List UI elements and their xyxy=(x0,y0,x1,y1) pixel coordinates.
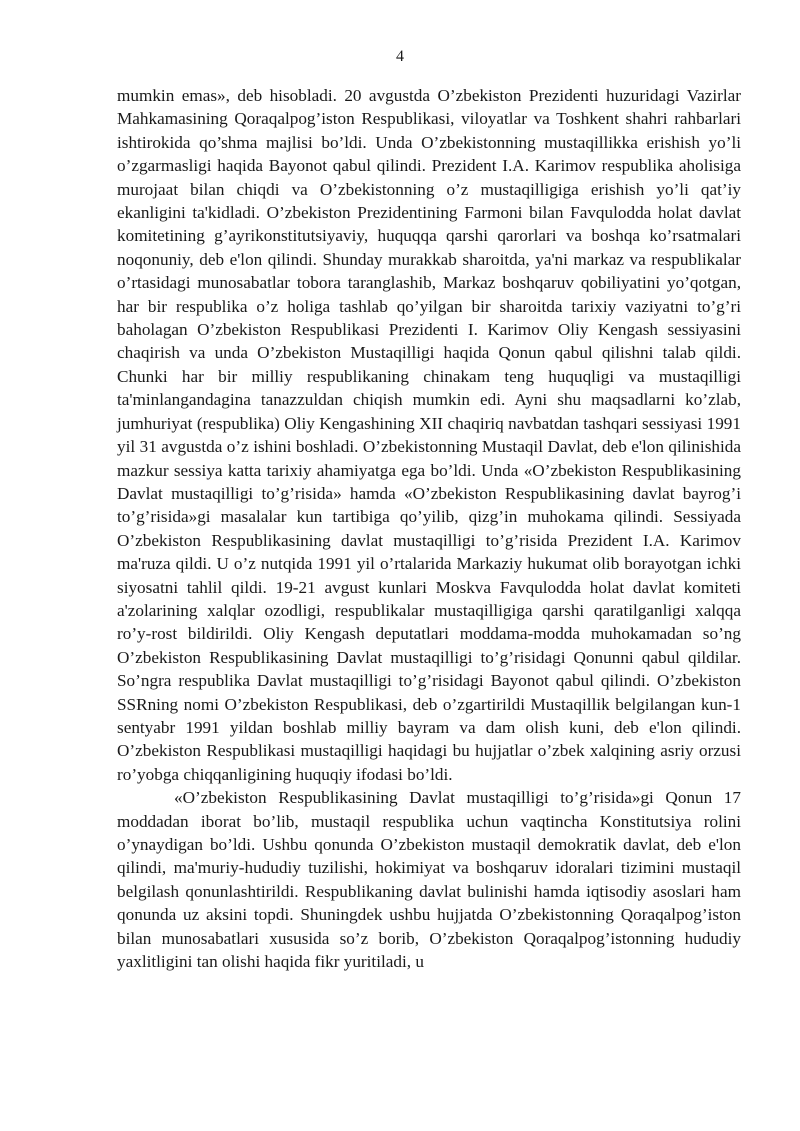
page-number: 4 xyxy=(396,48,404,65)
paragraph-2: «O’zbekiston Respublikasining Davlat mustaqilligi to’g’risida»gi Qonun 17 moddadan iborat bo’lib, mustaqil respublika uchun vaqtincha Konstitutsiya rolini o’ynaydigan bo’ldi. Ushbu qonunda O’zbekiston mustaqil demokratik davlat, deb e'lon qilindi, ma'muriy-hududiy tuzilishi, hokimiyat va boshqaruv idoralari tizimini mustaqil belgilash qonunlashtirildi. Respublikaning davlat bulinishi hamda iqtisodiy asoslari ham qonunda uz aksini topdi. Shuningdek ushbu hujjatda O’zbekistonning Qoraqalpog’iston bilan munosabatlari xususida so’z borib, O’zbekiston Qoraqalpog’istonning hududiy yaxlitligini tan olishi haqida fikr yuritiladi, u xyxy=(117,788,741,972)
document-body xyxy=(117,84,741,973)
paragraph-1: mumkin emas», deb hisobladi. 20 avgustda O’zbekiston Prezidenti huzuridagi Vazirlar Mahkamasining Qoraqalpog’iston Respublikasi, viloyatlar va Toshkent shahri rahbarlari ishtirokida qo’shma majlisi bo’ldi. Unda O’zbekistonning mustaqillikka erishish yo’li o’zgarmasligi haqida Bayonot qabul qilindi. Prezident I.A. Karimov respublika aholisiga murojaat bilan chiqdi va O’zbekistonning o’z mustaqilligiga erishish yo’li qat’iy ekanligini ta'kidladi. O’zbekiston Prezidentining Farmoni bilan Favqulodda holat davlat komitetining g’ayrikonstitutsiyaviy, huquqqa qarshi qarorlari va boshqa ko’rsatmalari noqonuniy, deb e'lon qilindi. Shunday murakkab sharoitda, ya'ni markaz va respublikalar o’rtasidagi munosabatlar tobora taranglashib, Markaz boshqaruv qobiliyatini yo’qotgan, har bir respublika o’z holiga tashlab qo’yilgan bir sharoitda tarixiy vaziyatni to’g’ri baholagan O’zbekiston Respublikasi Prezidenti I. Karimov Oliy Kengash sessiyasini chaqirish va unda O’zbekiston Mustaqilligi haqida Qonun qabul qilishni talab qildi. Chunki har bir milliy respublikaning chinakam teng huquqligi va mustaqilligi ta'minlangandagina tanazzuldan chiqish mumkin edi. Ayni shu maqsadlarni ko’zlab, jumhuriyat (respublika) Oliy Kengashining XII chaqiriq navbatdan tashqari sessiyasi 1991 yil 31 avgustda o’z ishini boshladi. O’zbekistonning Mustaqil Davlat, deb e'lon qilinishida mazkur sessiya katta tarixiy ahamiyatga ega bo’ldi. Unda «O’zbekiston Respublikasining Davlat mustaqilligi to’g’risida» hamda «O’zbekiston Respublikasining davlat bayrog’i to’g’risida»gi masalalar kun tartibiga qo’yilib, qizg’in muhokama qilindi. Sessiyada O’zbekiston Respublikasining davlat mustaqilligi to’g’risida Prezident I.A. Karimov ma'ruza qildi. U o’z nutqida 1991 yil o’rtalarida Markaziy hukumat olib borayotgan ichki siyosatni tahlil qildi. 19-21 avgust kunlari Moskva Favqulodda holat davlat komiteti a'zolarining xalqlar ozodligi, respublikalar mustaqilligiga qarshi qaratilganligi xalqqa ro’y-rost bildirildi. Oliy Kengash deputatlari moddama-modda muhokamadan so’ng O’zbekiston Respublikasining Davlat mustaqilligi to’g’risidagi Qonunni qabul qildilar. So’ngra respublika Davlat mustaqilligi to’g’risidagi Bayonot qabul qilindi. O’zbekiston SSRning nomi O’zbekiston Respublikasi, deb o’zgartirildi Mustaqillik belgilangan kun-1 sentyabr 1991 yildan boshlab milliy bayram va dam olish kuni, deb e'lon qilindi. O’zbekiston Respublikasi mustaqilligi haqidagi bu hujjatlar o’zbek xalqining asriy orzusi ro’yobga chiqqanligining huquqiy ifodasi bo’ldi. xyxy=(117,86,741,784)
